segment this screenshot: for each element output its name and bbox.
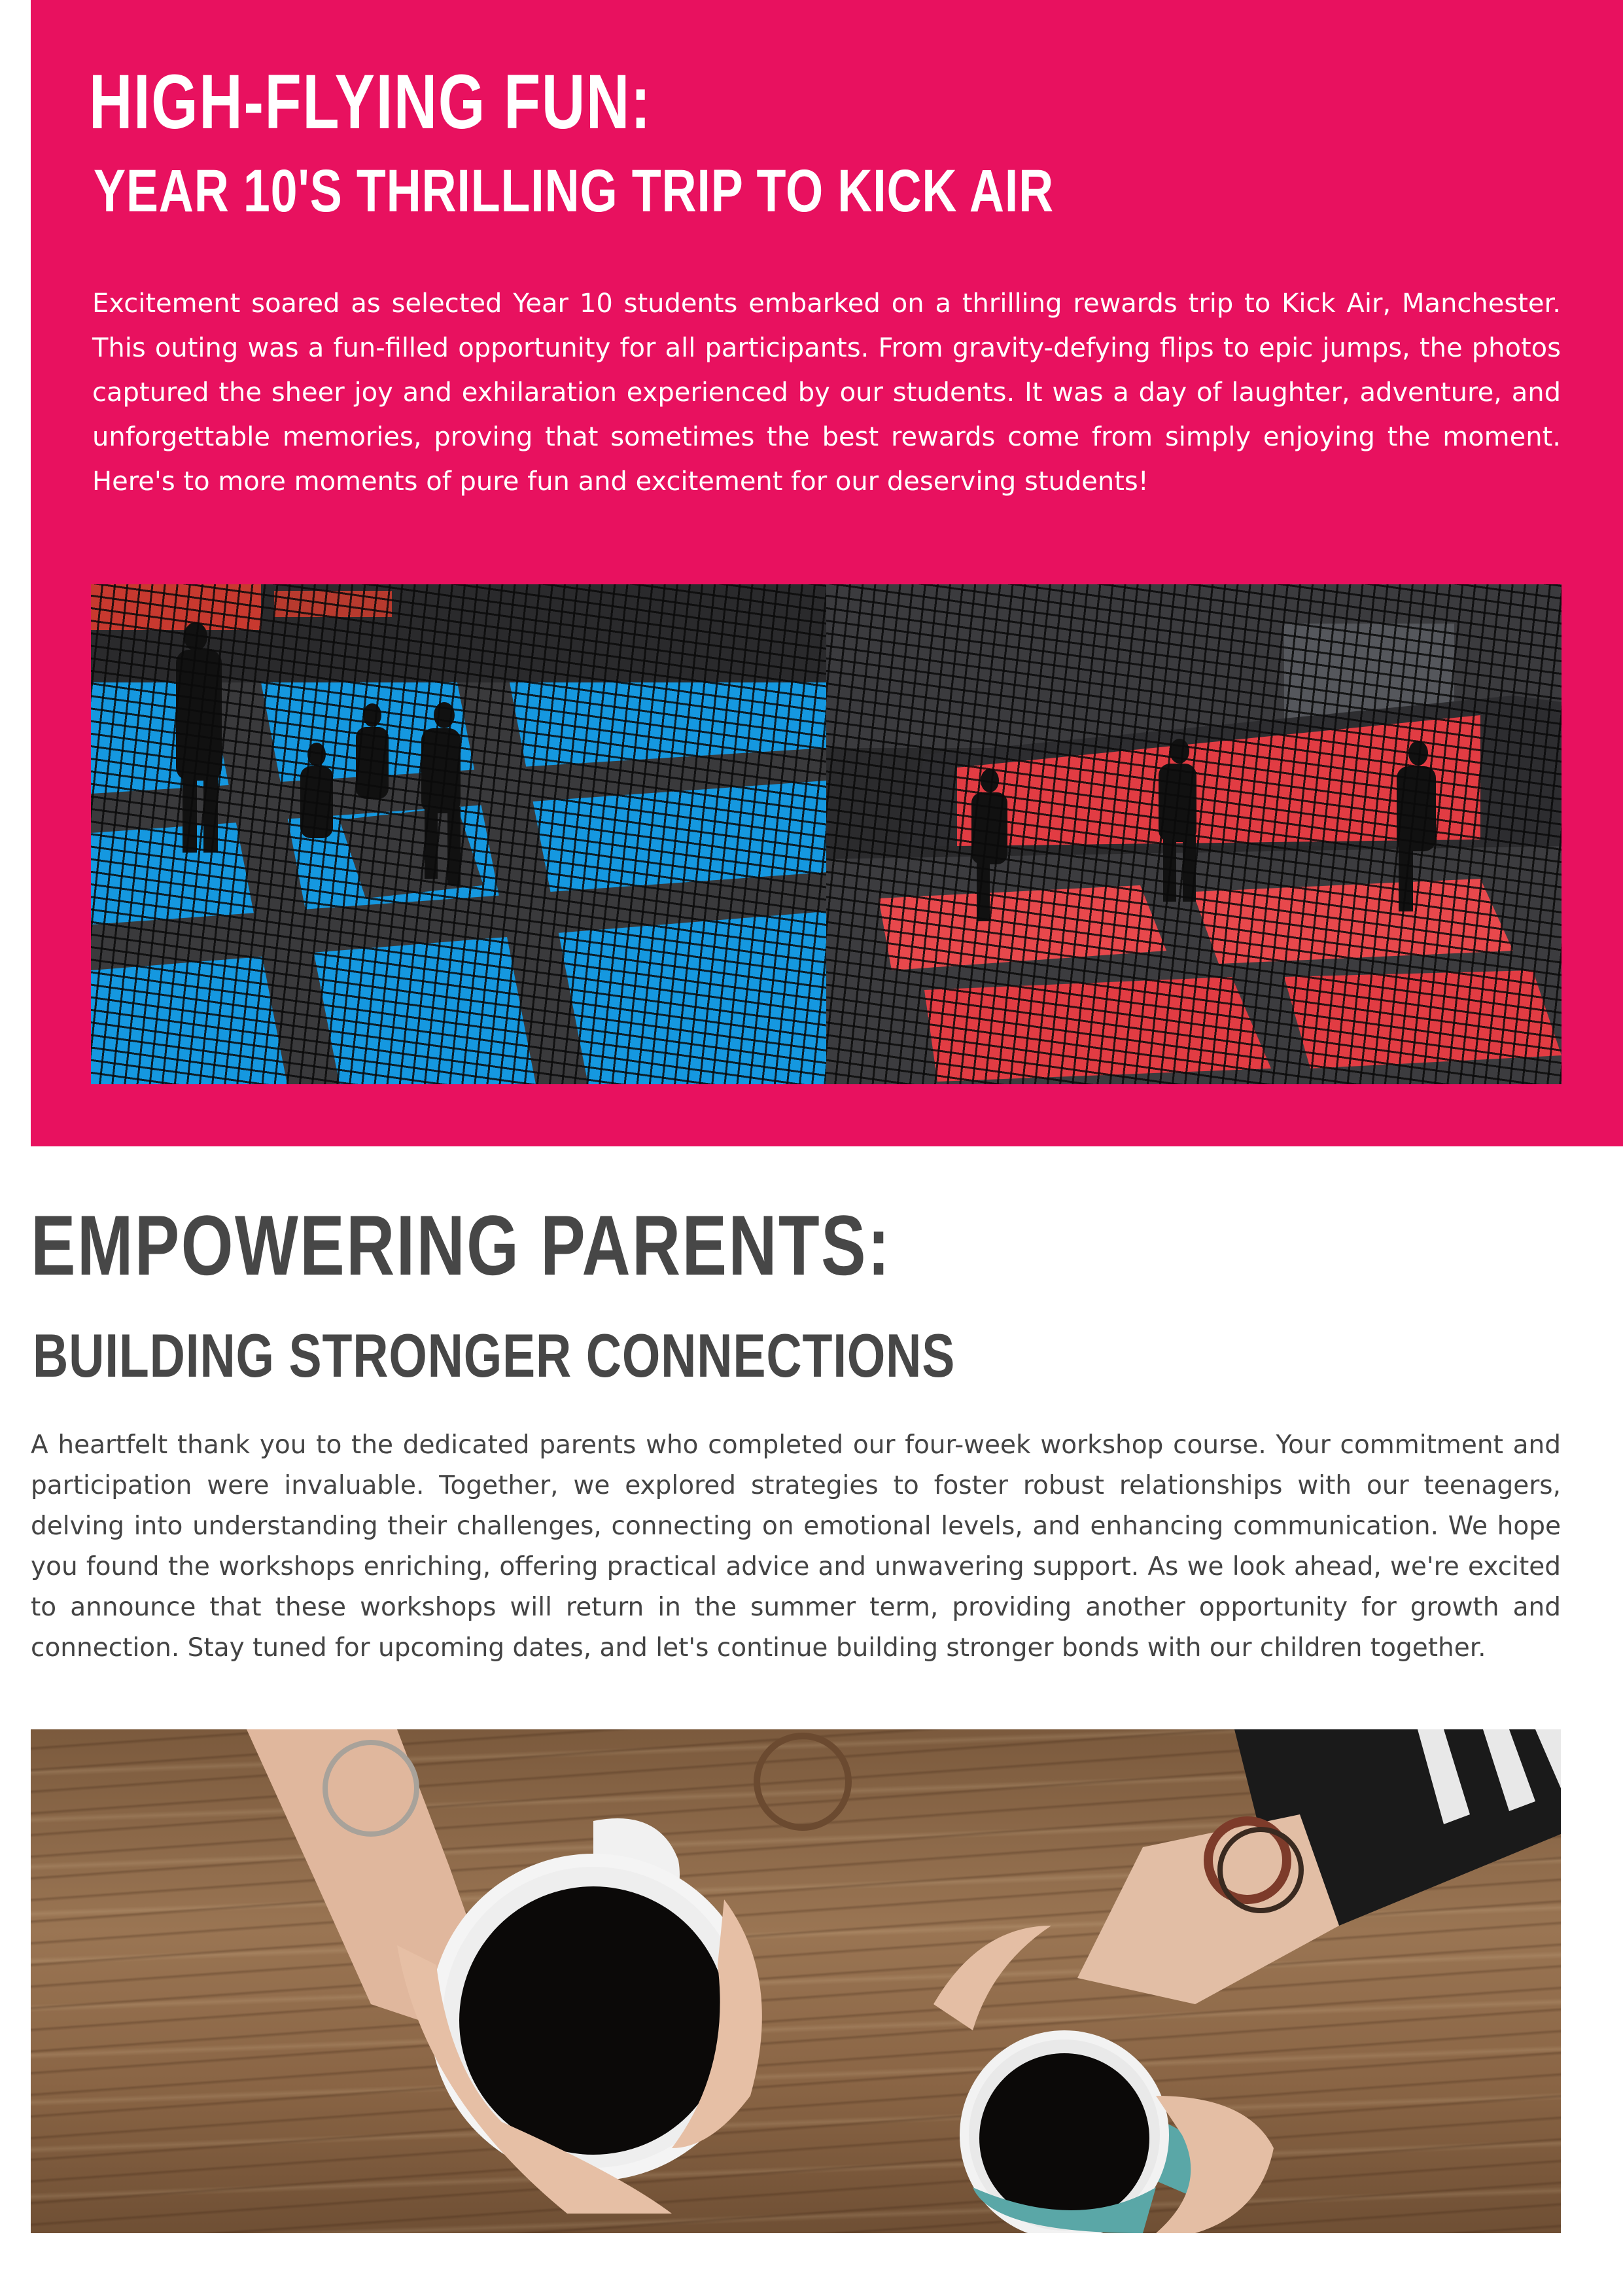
kick-air-subheading: YEAR 10'S THRILLING TRIP TO KICK AIR xyxy=(94,158,1055,224)
trampoline-red-photo xyxy=(826,584,1562,1084)
parents-article-text: A heartfelt thank you to the dedicated parents who completed our four-week workshop course. Your commitment and participation were invaluable. Together, we explored strategies to foster robust relationships with our teenagers, delving into understanding their challenges, connecting on emotional levels, and enhancing communication. We hope you found the workshops enriching, offering practical advice and unwavering support. As we look ahead, we're excited to announce that these workshops will return in the summer term, providing another opportunity for growth and connection. Stay tuned for upcoming dates, and let's continue building stronger bonds with our children together. xyxy=(31,1430,1561,1663)
parents-subheading: BUILDING STRONGER CONNECTIONS xyxy=(33,1321,956,1390)
coffee-cups-scene xyxy=(31,1729,1561,2233)
kick-air-article-text: Excitement soared as selected Year 10 students embarked on a thrilling rewards trip to Kick Air, Manchester. This outing was a fun-filled opportunity for all participants. From gravity-defying flips to epic jumps, the photos captured the sheer joy and exhilaration experienced by our students. It was a day of laughter, adventure, and unforgettable memories, proving that sometimes the best rewards come from simply enjoying the moment. Here's to more moments of pure fun and excitement for our deserving students! xyxy=(92,289,1561,497)
coffee-cups-photo xyxy=(31,1729,1561,2233)
trampoline-safety-net xyxy=(826,584,1562,1084)
trampoline-blue-photo xyxy=(91,584,826,1084)
trampoline-safety-net xyxy=(91,584,826,1084)
kick-air-heading: HIGH-FLYING FUN: xyxy=(89,59,652,145)
parents-heading: EMPOWERING PARENTS: xyxy=(31,1197,892,1293)
